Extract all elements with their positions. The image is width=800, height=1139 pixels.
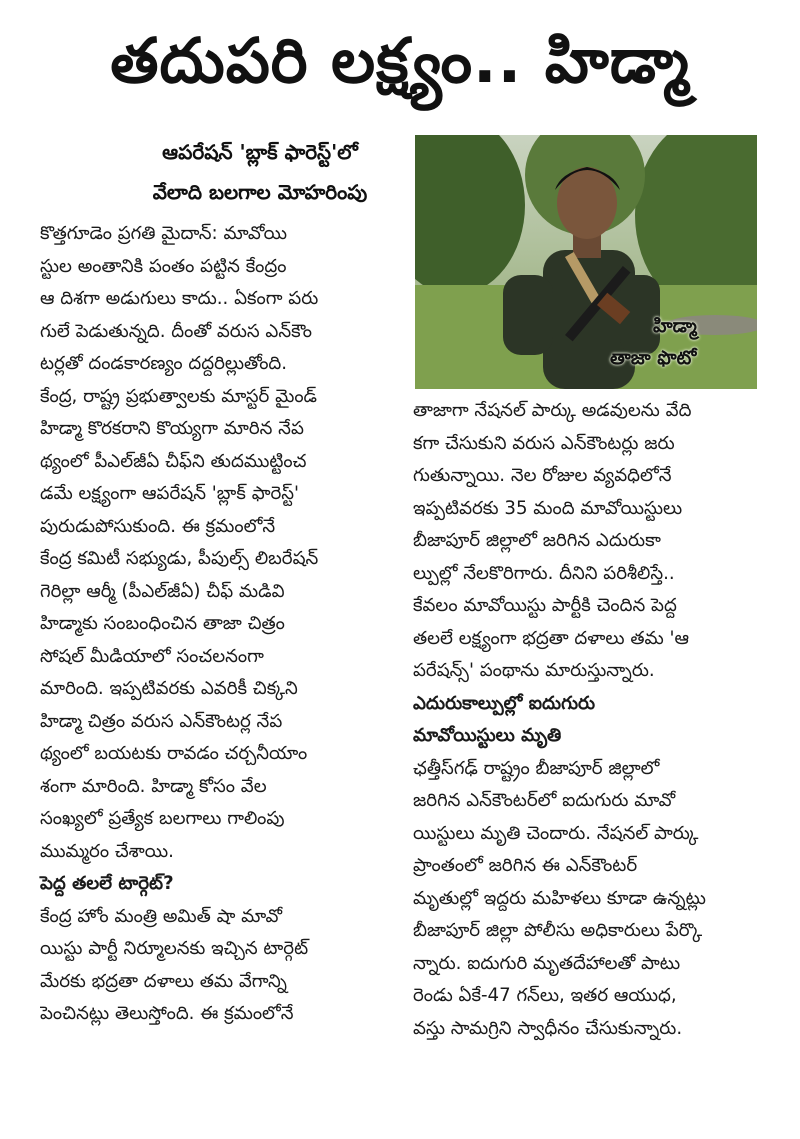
article-line: థ్యంలో పీఎల్‌జీఏ చీఫ్‌ని తుదముట్టించ <box>40 450 307 472</box>
article-line: గుతున్నాయి. నెల రోజుల వ్యవధిలోనే <box>413 465 672 486</box>
article-line: యిస్టులు మృతి చెందారు. నేషనల్ పార్కు <box>413 822 699 844</box>
article-line: గెరిల్లా ఆర్మీ (పీఎల్‌జీఏ) చీఫ్ మడివి <box>40 580 285 602</box>
article-line: ఇప్పటివరకు 35 మంది మావోయిస్టులు <box>413 497 683 519</box>
article-line: థ్యంలో బయటకు రావడం చర్చనీయాం <box>40 743 308 764</box>
subheadline <box>110 132 410 212</box>
article-line: హిడ్మా కొరకరాని కొయ్యగా మారిన నేప <box>40 418 304 439</box>
article-line: సోషల్ మీడియాలో సంచలనంగా <box>40 645 264 667</box>
article-line: ముమ్మరం చేశాయి. <box>40 840 174 862</box>
article-line: బీజాపూర్ జిల్లా పోలీసు అధికారులు పేర్కొ <box>413 920 703 941</box>
section-heading-encounter: ఎదురుకాల్పుల్లో ఐదుగురు <box>413 692 596 714</box>
article-line: గులే పెడుతున్నది. దీంతో వరుస ఎన్‌కౌం <box>40 320 312 342</box>
news-photo <box>415 135 757 389</box>
article-line: కొత్తగూడెం ప్రగతి మైదాన్: మావోయి <box>40 223 288 244</box>
article-line: మారింది. ఇప్పటివరకు ఎవరికీ చిక్కని <box>40 678 298 699</box>
article-line: కేంద్ర హోం మంత్రి అమిత్ షా మావో <box>40 905 283 927</box>
article-line: పరేషన్స్' పంథాను మారుస్తున్నారు. <box>413 660 655 681</box>
headline: తదుపరి లక్ష్యం.. హిడ్మా <box>110 24 690 97</box>
article-line: శంగా మారింది. హిడ్మా కోసం వేల <box>40 775 267 797</box>
photo-caption-label: తాజా ఫొటో <box>610 347 697 369</box>
article-line: కేంద్ర కమిటీ సభ్యుడు, పీపుల్స్ లిబరేషన్ <box>40 548 319 569</box>
article-line: ఆ దిశగా అడుగులు కాదు.. ఏకంగా పరు <box>40 288 319 309</box>
article-line: కేవలం మావోయిస్టు పార్టీకి చెందిన పెద్ద <box>413 595 677 616</box>
article-line: వస్తు సామగ్రిని స్వాధీనం చేసుకున్నారు. <box>413 1017 683 1039</box>
article-line: స్టుల అంతానికి పంతం పట్టిన కేంద్రం <box>40 255 287 277</box>
article-line: పురుడుపోసుకుంది. ఈ క్రమంలోనే <box>40 515 276 537</box>
right-article-column <box>413 395 763 1045</box>
article-line: పెంచినట్లు తెలుస్తోంది. ఈ క్రమంలోనే <box>40 1003 294 1024</box>
article-line: మేరకు భద్రతా దళాలు తమ వేగాన్ని <box>40 970 287 992</box>
article-line: తలలే లక్ష్యంగా భద్రతా దళాలు తమ 'ఆ <box>413 627 690 649</box>
article-line: బీజాపూర్ జిల్లాలో జరిగిన ఎదురుకా <box>413 530 661 551</box>
article-line: సంఖ్యలో ప్రత్యేక బలగాలు గాలింపు <box>40 808 285 829</box>
article-line: ఛత్తీస్‌గఢ్ రాష్ట్రం బీజాపూర్ జిల్లాలో <box>413 757 660 779</box>
article-line: మృతుల్లో ఇద్దరు మహిళలు కూడా ఉన్నట్లు <box>413 887 706 909</box>
article-line: హిడ్మాకు సంబంధించిన తాజా చిత్రం <box>40 613 285 634</box>
article-line: టర్లతో దండకారణ్యం దద్దరిల్లుతోంది. <box>40 353 288 374</box>
article-line: న్నారు. ఐదుగురి మృతదేహాలతో పాటు <box>413 952 681 974</box>
article-line: కగా చేసుకుని వరుస ఎన్‌కౌంటర్లు జరు <box>413 432 675 454</box>
left-article-column <box>40 218 410 1031</box>
article-line: రెండు ఏకే-47 గన్‌లు, ఇతర ఆయుధ, <box>413 985 677 1006</box>
photo-illustration <box>415 135 757 389</box>
article-line: జరిగిన ఎన్‌కౌంటర్‌లో ఐదుగురు మావో <box>413 790 676 811</box>
article-line: తాజాగా నేషనల్ పార్కు అడవులను వేది <box>413 400 692 421</box>
article-line: యిస్టు పార్టీ నిర్మూలనకు ఇచ్చిన టార్గెట్ <box>40 938 309 959</box>
article-line: ల్పుల్లో నేలకొరిగారు. దీనిని పరిశీలిస్తే.. <box>413 562 675 584</box>
photo-caption-name: హిడ్మా <box>653 315 697 337</box>
article-line: ప్రాంతంలో జరిగిన ఈ ఎన్‌కౌంటర్ <box>413 855 638 876</box>
article-line: హిడ్మా చిత్రం వరుస ఎన్‌కౌంటర్ల నేప <box>40 710 283 732</box>
subheadline-line-1: ఆపరేషన్ 'బ్లాక్ ఫారెస్ట్'లో <box>162 140 358 164</box>
subheadline-line-2: వేలాది బలగాల మోహరింపు <box>152 180 368 204</box>
article-line: కేంద్ర, రాష్ట్ర ప్రభుత్వాలకు మాస్టర్ మైండ్ <box>40 385 318 407</box>
section-heading-targets: పెద్ద తలలే టార్గెట్? <box>40 873 174 894</box>
article-line: డమే లక్ష్యంగా ఆపరేషన్ 'బ్లాక్ ఫారెస్ట్' <box>40 483 299 504</box>
section-heading-encounter-2: మావోయిస్టులు మృతి <box>413 725 562 746</box>
